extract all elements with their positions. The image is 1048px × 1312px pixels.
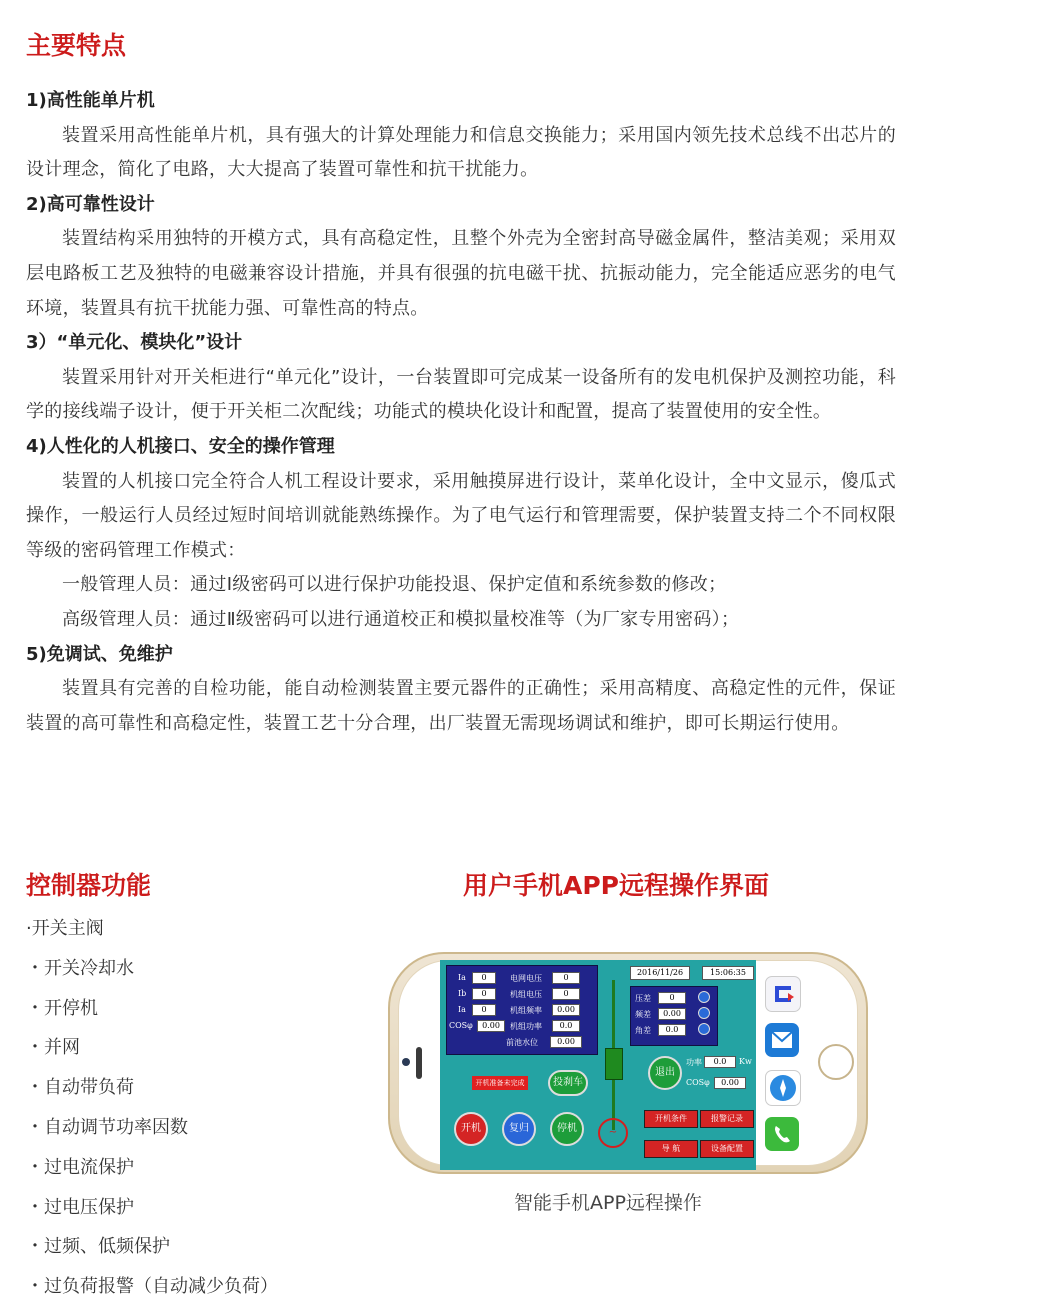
sync-label: 角差: [635, 1026, 651, 1035]
list-item: ・开关冷却水: [26, 957, 134, 979]
indicator-icon: [698, 1023, 710, 1035]
mail-icon: [765, 1023, 799, 1057]
app-icon: [765, 976, 801, 1012]
feature-title: 5)免调试、免维护: [26, 643, 173, 665]
controller-function-list: [26, 914, 278, 1312]
date-display: 2016/11/26: [630, 966, 690, 980]
meter-label: Ib: [458, 989, 467, 998]
feature-paragraph: 装置具有完善的自检功能，能自动检测装置主要元器件的正确性；采用高精度、高稳定性的元件，保证装置的高可靠性和高稳定性，装置工艺十分合理，出厂装置无需现场调试和维护，即可长期运行使用。: [26, 678, 896, 734]
home-button-icon: [818, 1044, 854, 1080]
indicator-icon: [698, 991, 710, 1003]
brake-button[interactable]: 投刹车: [548, 1070, 588, 1096]
menu-button[interactable]: 报警记录: [700, 1110, 754, 1128]
meter-label: Ia: [458, 973, 466, 982]
meter-label: Ia: [458, 1005, 466, 1014]
phone-icon: [765, 1117, 799, 1151]
app-heading: 用户手机APP远程操作界面: [463, 871, 769, 900]
menu-button[interactable]: 导 航: [644, 1140, 698, 1158]
sync-value: 0: [658, 992, 686, 1004]
feature-paragraph: 装置采用针对开关柜进行“单元化”设计，一台装置即可完成某一设备所有的发电机保护及测控功能，科学的接线端子设计，便于开关柜二次配线；功能式的模块化设计和配置，提高了装置使用的安全性。: [26, 366, 896, 423]
compass-icon: [765, 1070, 801, 1106]
meter-value: 0.00: [550, 1036, 582, 1048]
menu-button[interactable]: 设备配置: [700, 1140, 754, 1158]
indicator-icon: [698, 1007, 710, 1019]
meter-label: 机组功率: [510, 1022, 542, 1031]
controller-heading: 控制器功能: [26, 871, 152, 900]
feature-paragraph: 装置结构采用独特的开模方式，具有高稳定性，且整个外壳为全密封高导磁金属件，整洁美观；采用双层电路板工艺及独特的电磁兼容设计措施，并具有很强的抗电磁干扰、抗振动能力，完全能适应恶劣的电气环境，装置具有抗干扰能力强、可靠性高的特点。: [26, 228, 896, 319]
sync-label: 压差: [635, 994, 651, 1003]
sync-label: 频差: [635, 1010, 651, 1019]
speaker-icon: [416, 1047, 422, 1079]
sync-value: 0.0: [658, 1024, 686, 1036]
list-item: ・过负荷报警（自动减少负荷）: [26, 1276, 278, 1298]
generator-icon: ~: [598, 1118, 628, 1148]
app-screen: [440, 960, 756, 1170]
meter-label: 机组频率: [510, 1006, 542, 1015]
feature-paragraph: 装置采用高性能单片机，具有强大的计算处理能力和信息交换能力；采用国内领先技术总线不出芯片的设计理念，简化了电路，大大提高了装置可靠性和抗干扰能力。: [26, 124, 896, 181]
breaker-icon: [605, 1048, 623, 1080]
cos-label: COSφ: [686, 1078, 710, 1087]
list-item: ・开停机: [26, 997, 98, 1019]
feature-title: 2)高可靠性设计: [26, 193, 155, 215]
feature-title: 1)高性能单片机: [26, 90, 155, 111]
list-item: ・自动调节功率因数: [26, 1116, 188, 1138]
main-features-heading: 主要特点: [26, 31, 127, 60]
power-value: 0.0: [704, 1056, 736, 1068]
meter-label: COSφ: [449, 1021, 473, 1030]
meter-value: 0: [472, 988, 496, 1000]
meter-value: 0.00: [477, 1020, 505, 1032]
camera-icon: [402, 1058, 410, 1066]
start-button[interactable]: 开机: [454, 1112, 488, 1146]
list-item: ・自动带负荷: [26, 1077, 134, 1099]
power-label: 功率: [686, 1058, 702, 1067]
meter-value: 0: [552, 972, 580, 984]
list-item: ·开关主阀: [26, 918, 104, 939]
features-section: [26, 84, 896, 741]
feature-title: 4)人性化的人机接口、安全的操作管理: [26, 435, 335, 457]
meter-value: 0: [472, 972, 496, 984]
status-tag: 开机准备未完成: [472, 1076, 528, 1090]
list-item: ・过电压保护: [26, 1196, 134, 1218]
exit-button[interactable]: 退出: [648, 1056, 682, 1090]
meter-label: 电网电压: [510, 974, 542, 983]
meter-value: 0: [472, 1004, 496, 1016]
list-item: ・过电流保护: [26, 1156, 134, 1178]
list-item: ・并网: [26, 1037, 80, 1059]
reset-button[interactable]: 复归: [502, 1112, 536, 1146]
meter-value: 0.0: [552, 1020, 580, 1032]
feature-paragraph: 装置的人机接口完全符合人机工程设计要求，采用触摸屏进行设计，菜单化设计，全中文显示，傻瓜式操作，一般运行人员经过短时间培训就能熟练操作。为了电气运行和管理需要，保护装置支持二个不同权限等级的密码管理工作模式：: [26, 470, 896, 561]
meter-value: 0: [552, 988, 580, 1000]
app-caption: 智能手机APP远程操作: [514, 1192, 702, 1214]
list-item: ・过频、低频保护: [26, 1236, 170, 1258]
power-unit: Kw: [739, 1057, 752, 1066]
feature-title: 3）“单元化、模块化”设计: [26, 332, 243, 354]
feature-paragraph: 高级管理人员：通过Ⅱ级密码可以进行通道校正和模拟量校准等（为厂家专用密码）；: [62, 608, 740, 630]
meter-value: 0.00: [552, 1004, 580, 1016]
menu-button[interactable]: 开机条件: [644, 1110, 698, 1128]
meter-label: 前池水位: [506, 1038, 538, 1047]
sync-value: 0.00: [658, 1008, 686, 1020]
time-display: 15:06:35: [702, 966, 754, 980]
stop-button[interactable]: 停机: [550, 1112, 584, 1146]
feature-paragraph: 一般管理人员：通过Ⅰ级密码可以进行保护功能投退、保护定值和系统参数的修改；: [62, 574, 727, 596]
cos-value: 0.00: [714, 1077, 746, 1089]
meter-label: 机组电压: [510, 990, 542, 999]
